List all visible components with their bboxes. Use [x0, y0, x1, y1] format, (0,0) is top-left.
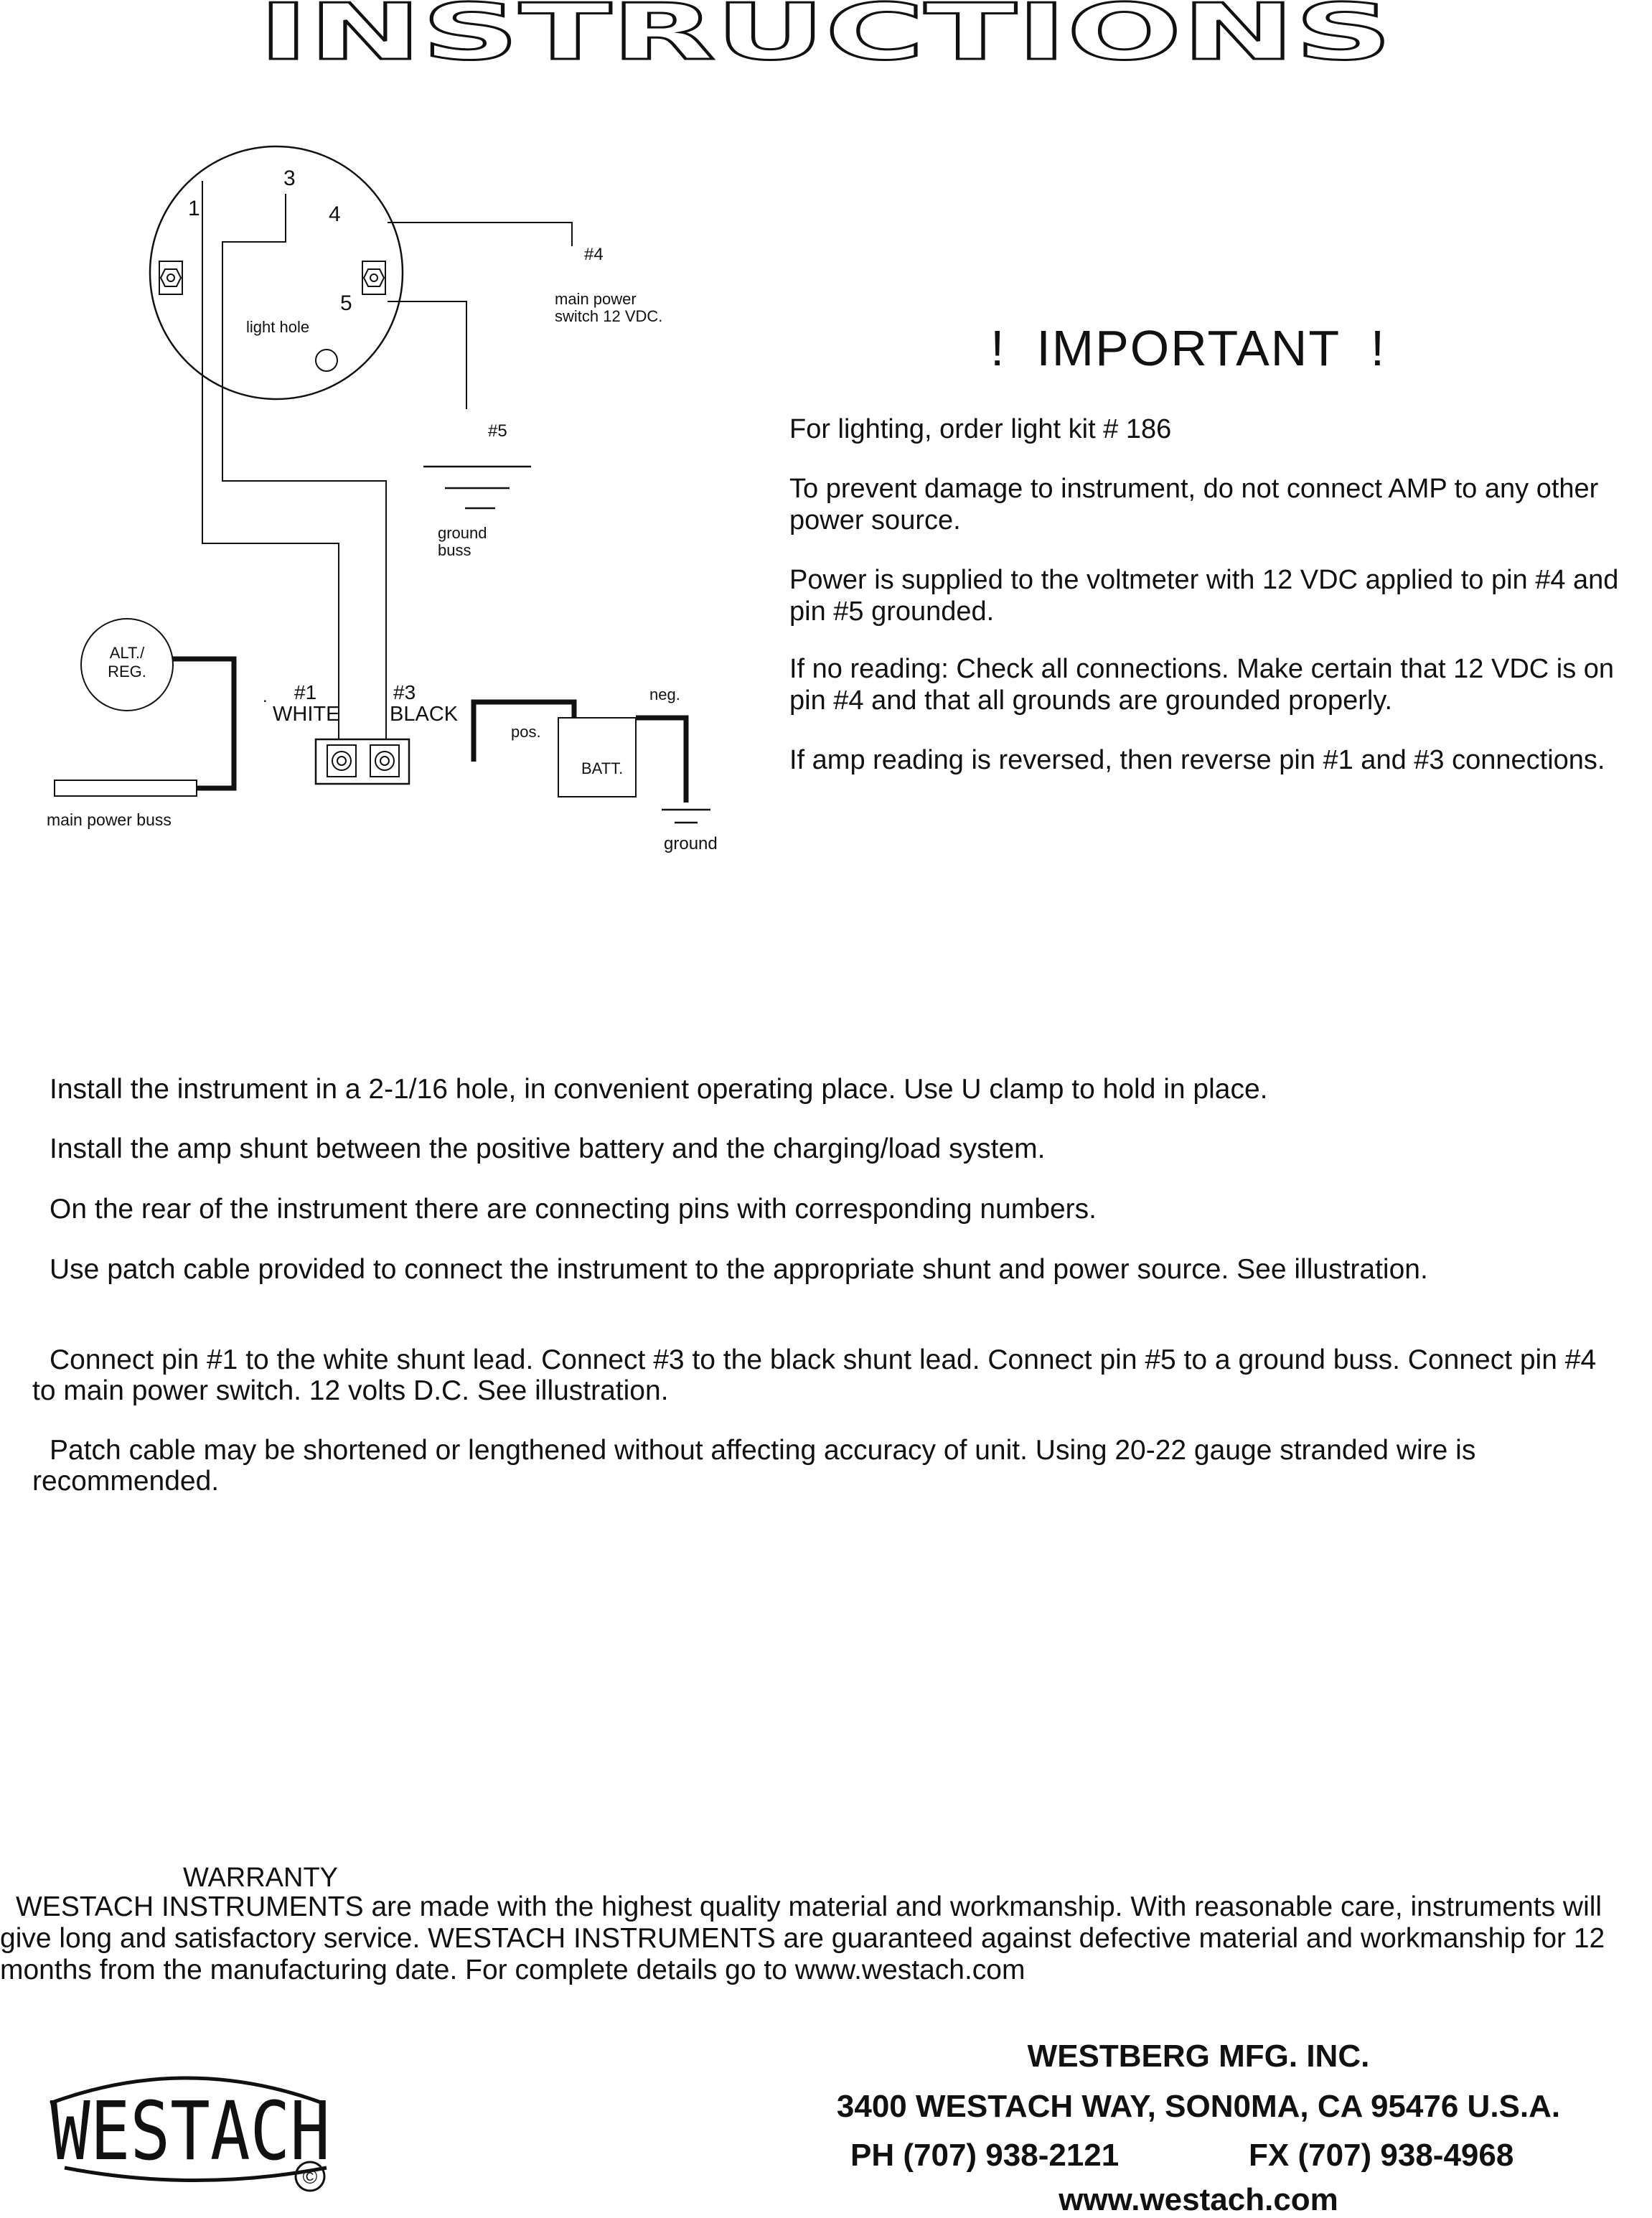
amp-shunt: [316, 739, 409, 784]
negative-label: neg.: [649, 685, 680, 703]
pin-4-label: 4: [329, 202, 341, 226]
warranty-heading: WARRANTY: [183, 1863, 339, 1893]
pin5-tag: #5: [488, 421, 507, 441]
wire-pin4: [388, 223, 572, 246]
warranty-text: WESTACH INSTRUMENTS are made with the highest quality material and workmanship. With reasonable care, instruments will give long and satisfactory service. WESTACH INSTRUMENTS are guaranteed against defective material and workmanship for 12 months from the manufacturing date. For complete details go to www.westach.com: [0, 1891, 1605, 1985]
note-power-source: To prevent damage to instrument, do not connect AMP to any other power source.: [789, 474, 1599, 535]
copyright-mark: ©: [302, 2166, 318, 2188]
note-no-reading: If no reading: Check all connections. Make certain that 12 VDC is on pin #4 and that all grounds are grounded properly.: [789, 654, 1615, 716]
instruction-paragraph: Install the amp shunt between the positive battery and the charging/load system.: [50, 1133, 1046, 1164]
switch-label-line1: main power: [555, 290, 637, 308]
positive-label: pos.: [511, 723, 541, 741]
light-hole-label: light hole: [246, 318, 310, 336]
company-website[interactable]: www.westach.com: [1059, 2182, 1338, 2217]
ground-label: ground: [664, 834, 718, 853]
main-power-buss: [55, 780, 197, 796]
company-phone: PH (707) 938-2121: [850, 2138, 1120, 2173]
wiring-diagram: [0, 129, 761, 876]
pin-5-label: 5: [340, 291, 352, 315]
battery: [558, 718, 636, 797]
pin-1-label: 1: [188, 197, 200, 220]
light-hole-icon: [316, 350, 337, 371]
instruction-paragraph: On the rear of the instrument there are connecting pins with corresponding numbers.: [50, 1194, 1097, 1225]
pin4-tag: #4: [584, 245, 604, 264]
note-lighting: For lighting, order light kit # 186: [789, 414, 1172, 444]
important-heading: ! IMPORTANT !: [990, 320, 1386, 376]
company-fax: FX (707) 938-4968: [1249, 2138, 1514, 2173]
dot-mark: .: [263, 687, 268, 706]
company-address: 3400 WESTACH WAY, SON0MA, CA 95476 U.S.A.: [836, 2089, 1561, 2124]
note-power-supply: Power is supplied to the voltmeter with 12 VDC applied to pin #4 and pin #5 grounded.: [789, 565, 1619, 627]
cable-alt-reg: [172, 659, 234, 788]
instruction-paragraph: Install the instrument in a 2-1/16 hole, in convenient operating place. Use U clamp to hold in place.: [50, 1074, 1268, 1105]
westach-logo: [43, 2060, 344, 2196]
mounting-stud-left-icon: [159, 261, 182, 294]
instruction-paragraph: Connect pin #1 to the white shunt lead. Connect #3 to the black shunt lead. Connect pin #5 to a ground buss. Connect pin #4 to main power switch. 12 volts D.C. See illustration.: [32, 1344, 1597, 1406]
switch-label-line2: switch 12 VDC.: [555, 307, 663, 325]
note-reversed-reading: If amp reading is reversed, then reverse pin #1 and #3 connections.: [789, 745, 1605, 775]
white-lead-label: WHITE: [273, 703, 340, 726]
page-title: [0, 0, 1652, 72]
alt-reg-line2: REG.: [108, 663, 146, 680]
battery-label: BATT.: [581, 759, 624, 777]
black-lead-label: BLACK: [390, 703, 459, 726]
mounting-stud-right-icon: [362, 261, 385, 294]
alt-reg-line1: ALT./: [109, 644, 145, 662]
wire-pin5: [388, 301, 466, 409]
black-lead-number: #3: [393, 681, 416, 703]
wire-pin3: [222, 194, 386, 755]
main-power-buss-label: main power buss: [47, 810, 172, 829]
white-lead-number: #1: [294, 681, 317, 703]
cable-negative: [636, 718, 686, 802]
company-name: WESTBERG MFG. INC.: [1027, 2039, 1370, 2074]
ground-buss-line2: buss: [438, 541, 471, 559]
instruction-paragraph: Use patch cable provided to connect the instrument to the appropriate shunt and power source. See illustration.: [50, 1254, 1428, 1285]
logo-text: WESTACH: [50, 2085, 330, 2179]
pin-3-label: 3: [283, 167, 296, 190]
instrument-outline: [150, 146, 403, 399]
instruction-paragraph: Patch cable may be shortened or lengthened without affecting accuracy of unit. Using 20-22 gauge stranded wire is recommended.: [32, 1435, 1476, 1497]
ground-buss-line1: ground: [438, 524, 487, 542]
title-text: INSTRUCTIONS: [258, 0, 1392, 72]
